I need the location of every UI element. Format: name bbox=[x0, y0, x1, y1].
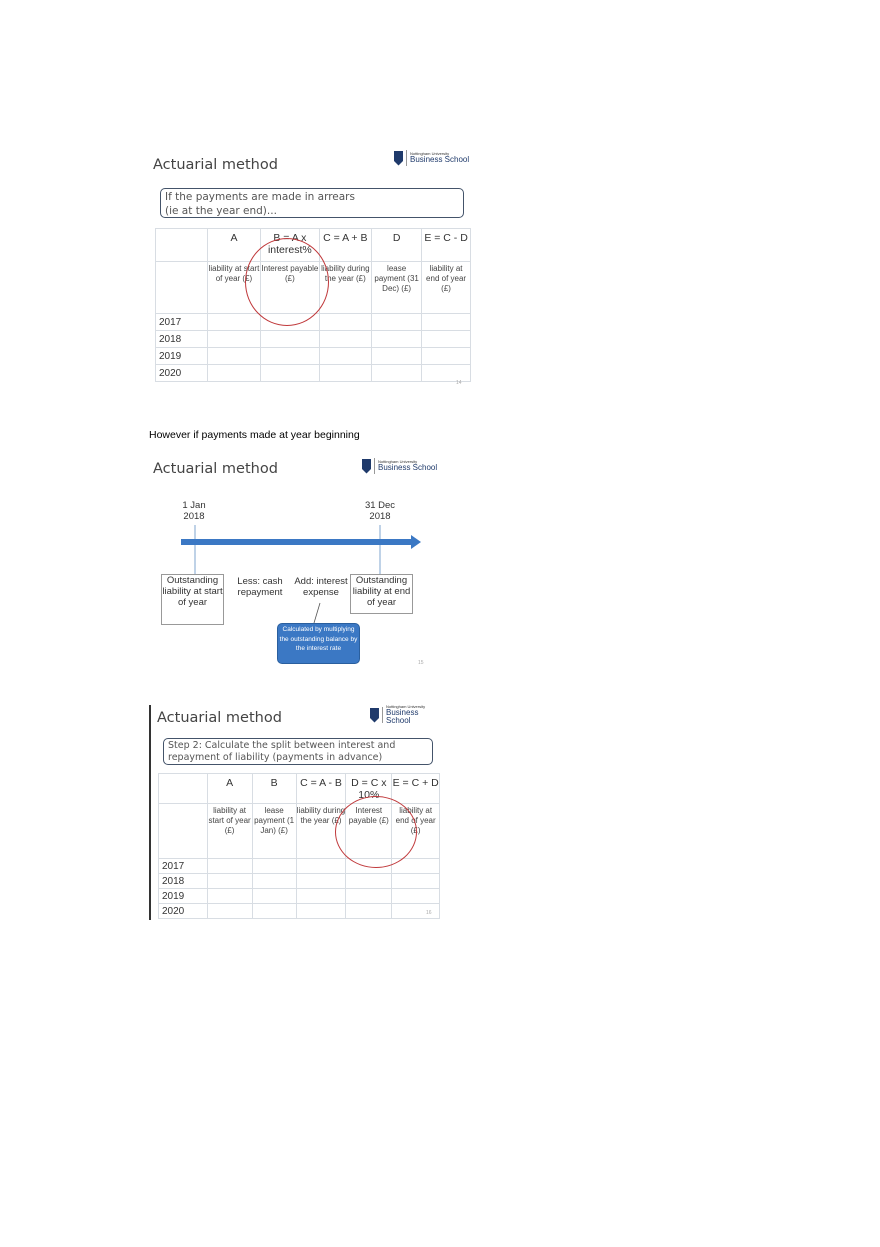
table-row bbox=[159, 874, 440, 889]
highlight-circle bbox=[335, 796, 417, 868]
empty-cell bbox=[372, 331, 422, 348]
column-description bbox=[156, 262, 208, 314]
empty-cell bbox=[422, 365, 471, 382]
empty-cell bbox=[207, 859, 252, 874]
empty-cell bbox=[346, 904, 392, 919]
column-header: D bbox=[372, 229, 422, 262]
slide-page-number: 15 bbox=[418, 660, 424, 666]
column-header: B bbox=[252, 774, 296, 804]
table-row bbox=[156, 348, 471, 365]
column-header bbox=[156, 229, 208, 262]
logo-small-text: Nottingham University bbox=[410, 151, 450, 156]
less-repayment-label: Less: cash repayment bbox=[237, 576, 283, 598]
empty-cell bbox=[261, 331, 319, 348]
column-header: A bbox=[207, 229, 261, 262]
empty-cell bbox=[207, 314, 261, 331]
callout-box bbox=[163, 738, 433, 765]
callout-box bbox=[160, 188, 464, 218]
table-row bbox=[159, 889, 440, 904]
column-description: liability at end of year (£) bbox=[392, 804, 440, 859]
logo-small-text: Nottingham University bbox=[378, 459, 418, 464]
callout-line: If the payments are made in arrears bbox=[165, 191, 355, 203]
header-row bbox=[159, 774, 440, 804]
column-header: A bbox=[207, 774, 252, 804]
column-header: E = C - D bbox=[422, 229, 471, 262]
year-cell: 2017 bbox=[159, 859, 208, 874]
empty-cell bbox=[372, 365, 422, 382]
slide-page-number: 14 bbox=[456, 380, 462, 386]
crest-icon bbox=[370, 708, 379, 723]
empty-cell bbox=[207, 348, 261, 365]
empty-cell bbox=[296, 874, 346, 889]
crest-icon bbox=[394, 151, 403, 166]
empty-cell bbox=[261, 348, 319, 365]
empty-cell bbox=[392, 874, 440, 889]
table-row bbox=[156, 365, 471, 382]
empty-cell bbox=[319, 331, 372, 348]
table-row bbox=[156, 331, 471, 348]
column-header bbox=[159, 774, 208, 804]
column-description: lease payment (1 Jan) (£) bbox=[252, 804, 296, 859]
slide-advance bbox=[148, 700, 445, 920]
callout-line: (ie at the year end)... bbox=[165, 205, 277, 217]
empty-cell bbox=[392, 889, 440, 904]
empty-cell bbox=[346, 874, 392, 889]
empty-cell bbox=[422, 314, 471, 331]
empty-cell bbox=[252, 889, 296, 904]
column-header: B = A x interest% bbox=[261, 229, 319, 262]
start-liability-box: Outstanding liability at start of year bbox=[161, 574, 224, 625]
empty-cell bbox=[296, 904, 346, 919]
year-cell: 2019 bbox=[156, 348, 208, 365]
empty-cell bbox=[261, 365, 319, 382]
column-description: liability at start of year (£) bbox=[207, 804, 252, 859]
slide-page-number: 16 bbox=[426, 910, 432, 916]
year-cell: 2018 bbox=[159, 874, 208, 889]
empty-cell bbox=[372, 314, 422, 331]
slide-arrears bbox=[148, 140, 478, 392]
column-header: C = A + B bbox=[319, 229, 372, 262]
callout-line: Step 2: Calculate the split between interest and bbox=[168, 740, 396, 751]
start-date-label: 1 Jan 2018 bbox=[182, 500, 206, 522]
empty-cell bbox=[319, 365, 372, 382]
column-header: C = A - B bbox=[296, 774, 346, 804]
empty-cell bbox=[422, 331, 471, 348]
empty-cell bbox=[207, 904, 252, 919]
column-description: liability during the year (£) bbox=[296, 804, 346, 859]
empty-cell bbox=[372, 348, 422, 365]
column-description: lease payment (31 Dec) (£) bbox=[372, 262, 422, 314]
empty-cell bbox=[392, 904, 440, 919]
empty-cell bbox=[296, 889, 346, 904]
year-cell: 2018 bbox=[156, 331, 208, 348]
highlight-circle bbox=[245, 238, 329, 326]
add-interest-label: Add: interest expense bbox=[294, 576, 348, 598]
column-description bbox=[159, 804, 208, 859]
logo-big-text: Business School bbox=[410, 155, 470, 164]
year-cell: 2019 bbox=[159, 889, 208, 904]
empty-cell bbox=[296, 859, 346, 874]
column-header: E = C + D bbox=[392, 774, 440, 804]
column-description: Interest payable (£) bbox=[346, 804, 392, 859]
callout-line: repayment of liability (payments in advance) bbox=[168, 752, 383, 763]
university-logo bbox=[394, 150, 469, 166]
empty-cell bbox=[346, 889, 392, 904]
empty-cell bbox=[422, 348, 471, 365]
logo-big-text: Business School bbox=[385, 708, 419, 725]
column-description: liability at end of year (£) bbox=[422, 262, 471, 314]
empty-cell bbox=[207, 331, 261, 348]
margin-bar bbox=[149, 705, 151, 920]
column-description: liability during the year (£) bbox=[319, 262, 372, 314]
empty-cell bbox=[319, 348, 372, 365]
empty-cell bbox=[207, 889, 252, 904]
year-cell: 2020 bbox=[159, 904, 208, 919]
empty-cell bbox=[207, 874, 252, 889]
end-date-label: 31 Dec 2018 bbox=[364, 500, 396, 522]
column-description: liability at start of year (£) bbox=[207, 262, 261, 314]
logo-small-text: Nottingham University bbox=[385, 704, 426, 709]
body-paragraph: However if payments made at year beginning bbox=[149, 429, 360, 441]
table-row bbox=[159, 904, 440, 919]
end-liability-box: Outstanding liability at end of year bbox=[350, 574, 413, 614]
empty-cell bbox=[252, 904, 296, 919]
slide-title: Actuarial method bbox=[153, 461, 278, 477]
empty-cell bbox=[252, 859, 296, 874]
empty-cell bbox=[319, 314, 372, 331]
interest-note-box: Calculated by multiplying the outstanding balance by the interest rate bbox=[277, 623, 360, 664]
year-cell: 2020 bbox=[156, 365, 208, 382]
empty-cell bbox=[252, 874, 296, 889]
slide-title: Actuarial method bbox=[157, 710, 282, 726]
slide-title: Actuarial method bbox=[153, 157, 278, 173]
column-description: Interest payable (£) bbox=[261, 262, 319, 314]
university-logo bbox=[370, 705, 445, 725]
year-cell: 2017 bbox=[156, 314, 208, 331]
column-header: D = C x 10% bbox=[346, 774, 392, 804]
empty-cell bbox=[207, 365, 261, 382]
slide-timeline bbox=[148, 450, 445, 675]
logo-big-text: Business School bbox=[378, 463, 438, 472]
